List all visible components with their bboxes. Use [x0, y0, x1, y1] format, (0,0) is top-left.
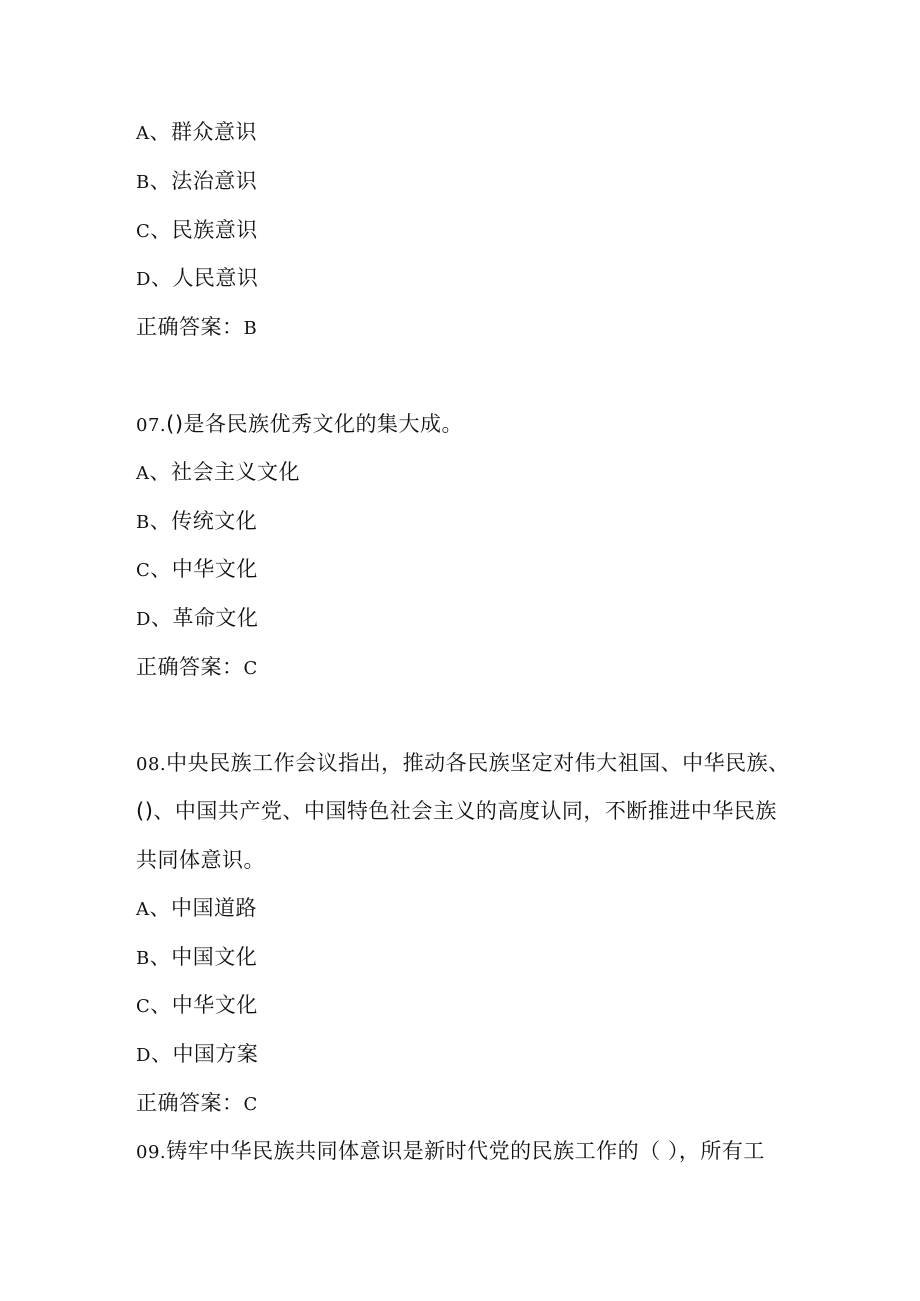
- option-text: 法治意识: [171, 169, 258, 193]
- question-text: ()、中国共产党、中国特色社会主义的高度认同，不断推进中华民族: [136, 799, 777, 823]
- option-separator: 、: [149, 945, 172, 969]
- option-text: 中国文化: [171, 945, 258, 969]
- question-08-line-3: [136, 846, 265, 874]
- option-separator: 、: [149, 896, 171, 920]
- option-text: 中国方案: [172, 1042, 259, 1066]
- option-letter: B: [136, 512, 150, 533]
- answer-label: 正确答案：: [136, 655, 244, 679]
- question-number: 08.: [136, 754, 167, 775]
- answer-label: 正确答案：: [136, 1091, 244, 1115]
- option-text: 传统文化: [171, 509, 258, 533]
- option-separator: 、: [150, 606, 173, 630]
- option-text: 中华文化: [171, 557, 258, 581]
- option-text: 中国道路: [171, 896, 257, 920]
- option-separator: 、: [150, 557, 172, 581]
- answer-line: [136, 1089, 258, 1119]
- option-c: [136, 555, 258, 585]
- option-letter: D: [136, 269, 151, 290]
- question-text: 中央民族工作会议指出，推动各民族坚定对伟大祖国、中华民族、: [166, 751, 790, 775]
- option-separator: 、: [150, 218, 172, 242]
- option-a: [136, 894, 257, 924]
- option-separator: 、: [149, 169, 172, 193]
- answer-line: [136, 653, 258, 683]
- option-text: 革命文化: [172, 606, 259, 630]
- answer-value: B: [243, 318, 258, 339]
- option-separator: 、: [149, 460, 171, 484]
- question-08-line-2: [136, 797, 777, 825]
- question-number: 07.: [136, 415, 167, 436]
- option-letter: B: [136, 948, 150, 969]
- option-letter: A: [136, 123, 150, 144]
- option-text: 社会主义文化: [171, 460, 300, 484]
- option-letter: C: [136, 996, 151, 1017]
- option-b: [136, 943, 257, 973]
- question-text: ()是各民族优秀文化的集大成。: [166, 412, 464, 436]
- option-separator: 、: [150, 1042, 173, 1066]
- answer-value: C: [243, 658, 258, 679]
- question-09: [136, 1137, 765, 1167]
- option-text: 人民意识: [172, 266, 259, 290]
- option-d: [136, 604, 258, 634]
- option-a: [136, 458, 300, 488]
- option-letter: C: [136, 221, 151, 242]
- option-d: [136, 264, 258, 294]
- question-number: 09.: [136, 1142, 167, 1163]
- answer-line: [136, 313, 257, 343]
- option-text: 中华文化: [171, 993, 258, 1017]
- answer-label: 正确答案：: [136, 315, 244, 339]
- question-08: [136, 749, 790, 779]
- option-letter: C: [136, 560, 151, 581]
- option-text: 民族意识: [171, 218, 258, 242]
- option-b: [136, 167, 257, 197]
- option-letter: B: [136, 172, 150, 193]
- option-b: [136, 507, 257, 537]
- option-a: [136, 118, 257, 148]
- option-letter: A: [136, 463, 150, 484]
- question-07: [136, 410, 463, 440]
- option-separator: 、: [149, 509, 172, 533]
- option-letter: A: [136, 899, 150, 920]
- answer-value: C: [243, 1094, 258, 1115]
- option-separator: 、: [149, 120, 171, 144]
- option-separator: 、: [150, 993, 172, 1017]
- question-text: 铸牢中华民族共同体意识是新时代党的民族工作的（ ），所有工: [166, 1139, 765, 1163]
- option-text: 群众意识: [171, 120, 257, 144]
- option-separator: 、: [150, 266, 173, 290]
- option-d: [136, 1040, 258, 1070]
- option-c: [136, 991, 258, 1021]
- option-c: [136, 216, 258, 246]
- option-letter: D: [136, 1045, 151, 1066]
- option-letter: D: [136, 609, 151, 630]
- question-text: 共同体意识。: [136, 848, 265, 872]
